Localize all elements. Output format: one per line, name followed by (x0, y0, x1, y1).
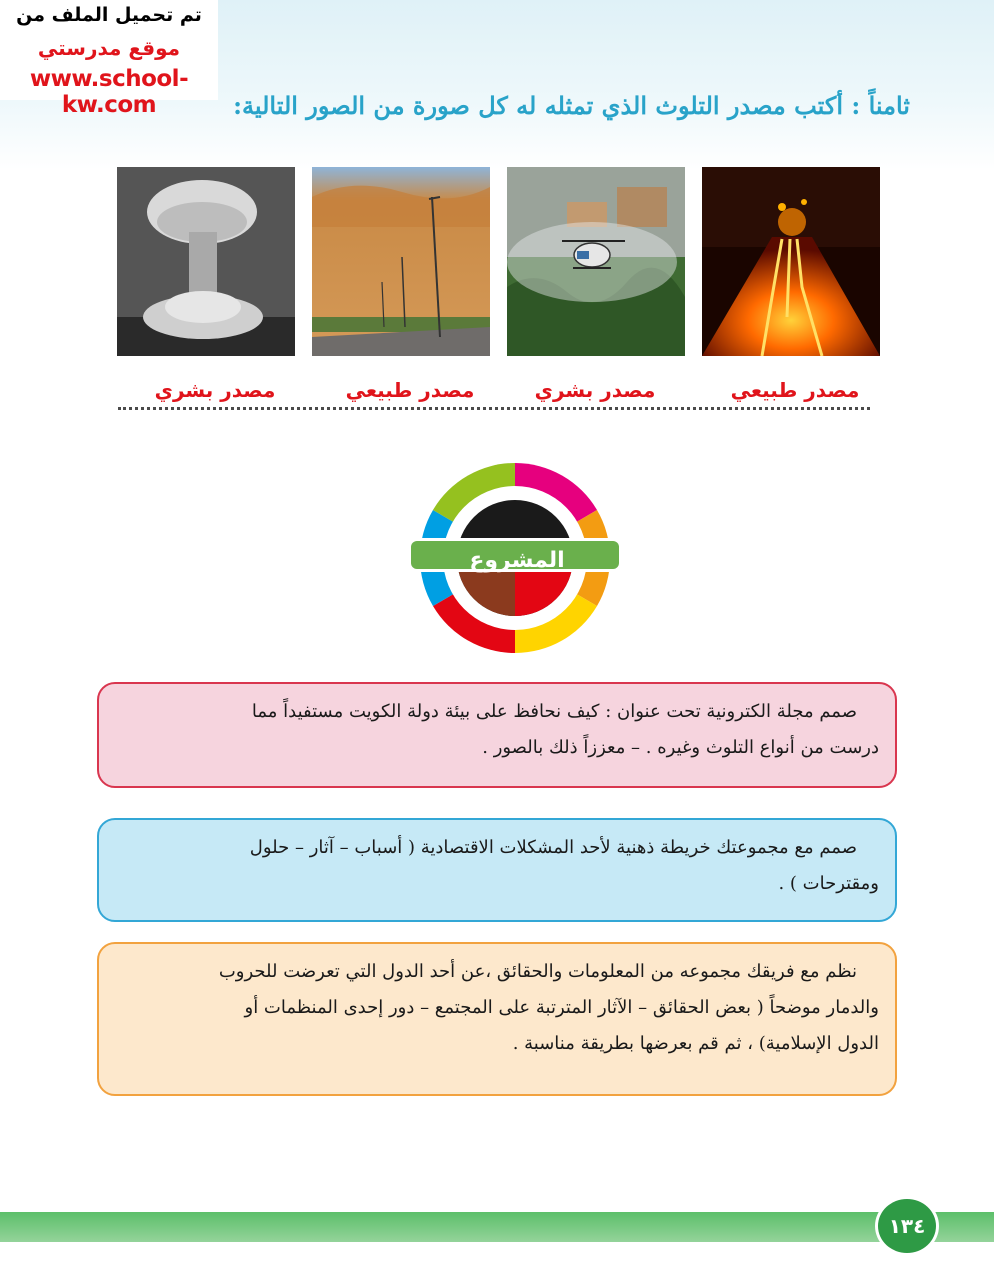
volcano-image (702, 167, 880, 356)
mind-map-text-line-1: صمم مع مجموعتك خريطة ذهنية لأحد المشكلات الاقتصادية ( أسباب – آثار – حلول (249, 837, 857, 858)
mushroom-cloud-image (117, 167, 295, 356)
footer-bar (0, 1212, 994, 1242)
page-number: ١٣٤ (875, 1196, 939, 1256)
answer-2: مصدر بشري (534, 378, 656, 402)
project-logo (405, 450, 630, 660)
site-watermark (0, 0, 218, 118)
watermark-url[interactable]: www.school-kw.com (29, 66, 189, 118)
dust-storm-image (312, 167, 490, 356)
question-heading: ثامناً : أكتب مصدر التلوث الذي تمثله له كل صورة من الصور التالية: (233, 91, 910, 120)
mind-map-text-line-2: ومقترحات ) . (778, 873, 879, 894)
activity-box-mind-map (97, 818, 897, 922)
helicopter-spraying-image (507, 167, 685, 356)
war-text-line-1: نظم مع فريقك مجموعه من المعلومات والحقائق ،عن أحد الدول التي تعرضت للحروب (218, 961, 857, 982)
answer-4: مصدر بشري (154, 378, 276, 402)
war-text-line-2: والدمار موضحاً ( بعض الحقائق – الآثار المترتبة على المجتمع – دور إحدى المنظمات أو (244, 997, 879, 1018)
answer-3: مصدر طبيعي (345, 378, 475, 402)
logo-text: المشروع (469, 548, 565, 573)
watermark-line-1: تم تحميل الملف من (16, 4, 202, 26)
watermark-site-name: موقع مدرستي (37, 36, 181, 60)
answer-dotted-line (118, 404, 870, 410)
war-text-line-3: الدول الإسلامية) ، ثم قم بعرضها بطريقة مناسبة . (512, 1033, 879, 1054)
activity-box-magazine (97, 682, 897, 788)
answer-1: مصدر طبيعي (730, 378, 860, 402)
activity-box-war-countries (97, 942, 897, 1096)
magazine-text-line-1: صمم مجلة الكترونية تحت عنوان : كيف نحافظ على بيئة دولة الكويت مستفيداً مما (251, 701, 857, 722)
magazine-text-line-2: درست من أنواع التلوث وغيره . – معززاً ذلك بالصور . (482, 737, 879, 758)
